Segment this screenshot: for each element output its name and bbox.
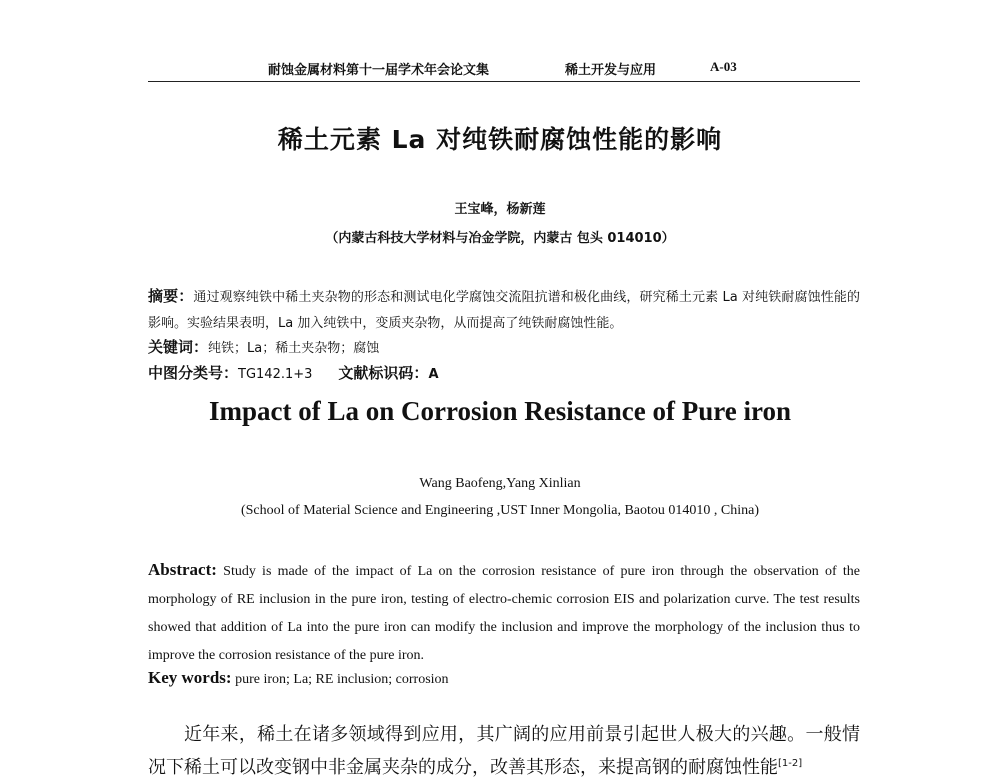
cn-doc-code-value: A [428, 367, 439, 382]
cn-abstract [148, 283, 860, 337]
en-title: Impact of La on Corrosion Resistance of Pure iron [209, 396, 791, 426]
cn-abstract-label: 摘要： [148, 287, 194, 305]
citation-ref: [1-2] [778, 758, 803, 769]
en-authors: Wang Baofeng,Yang Xinlian [419, 476, 581, 491]
cn-authors: 王宝峰，杨新莲 [454, 202, 546, 217]
cn-abstract-text: 通过观察纯铁中稀土夹杂物的形态和测试电化学腐蚀交流阻抗谱和极化曲线，研究稀土元素 La 对纯铁耐腐蚀性能的影响。实验结果表明，La 加入纯铁中，变质夹杂物，从而提高了纯铁耐腐蚀性能。 [148, 290, 860, 331]
body-intro-text: 近年来，稀土在诸多领域得到应用，其广阔的应用前景引起世人极大的兴趣。一般情况下稀土可以改变钢中非金属夹杂的成分，改善其形态，来提高钢的耐腐蚀性能 [148, 724, 860, 778]
en-keywords [148, 668, 449, 688]
header-code: A-03 [710, 59, 737, 74]
en-keywords-label: Key words: [148, 668, 232, 687]
cn-title: 稀土元素 La 对纯铁耐腐蚀性能的影响 [277, 125, 723, 154]
en-abstract [148, 556, 860, 670]
cn-keywords-label: 关键词： [148, 338, 209, 356]
cn-classification-label: 中图分类号： [148, 364, 239, 382]
body-intro-paragraph [148, 720, 860, 782]
cn-doc-code-label: 文献标识码： [338, 364, 429, 382]
en-abstract-text: Study is made of the impact of La on the corrosion resistance of pure iron through the observation of the morphology of RE inclusion in the pure iron, testing of electro-chemic corrosion EIS and polarization curve. The test results showed that addition of La into the pure iron can modify the inclusion and improve the morphology of the inclusion thus to improve the corrosion resistance of the pure iron. [148, 564, 861, 663]
en-keywords-text: pure iron; La; RE inclusion; corrosion [235, 672, 449, 687]
cn-classification-value: TG142.1+3 [238, 367, 313, 382]
cn-classification [148, 362, 439, 383]
cn-affiliation: （内蒙古科技大学材料与冶金学院，内蒙古 包头 014010） [325, 231, 675, 246]
en-abstract-label: Abstract: [148, 560, 217, 579]
running-header [148, 57, 860, 82]
en-affiliation: (School of Material Science and Engineering ,UST Inner Mongolia, Baotou 014010 , China) [240, 503, 760, 518]
cn-keywords [148, 336, 379, 357]
header-section: 稀土开发与应用 [565, 63, 657, 78]
cn-keywords-text: 纯铁；La；稀土夹杂物；腐蚀 [208, 341, 380, 356]
header-proceedings: 耐蚀金属材料第十一届学术年会论文集 [268, 63, 490, 78]
